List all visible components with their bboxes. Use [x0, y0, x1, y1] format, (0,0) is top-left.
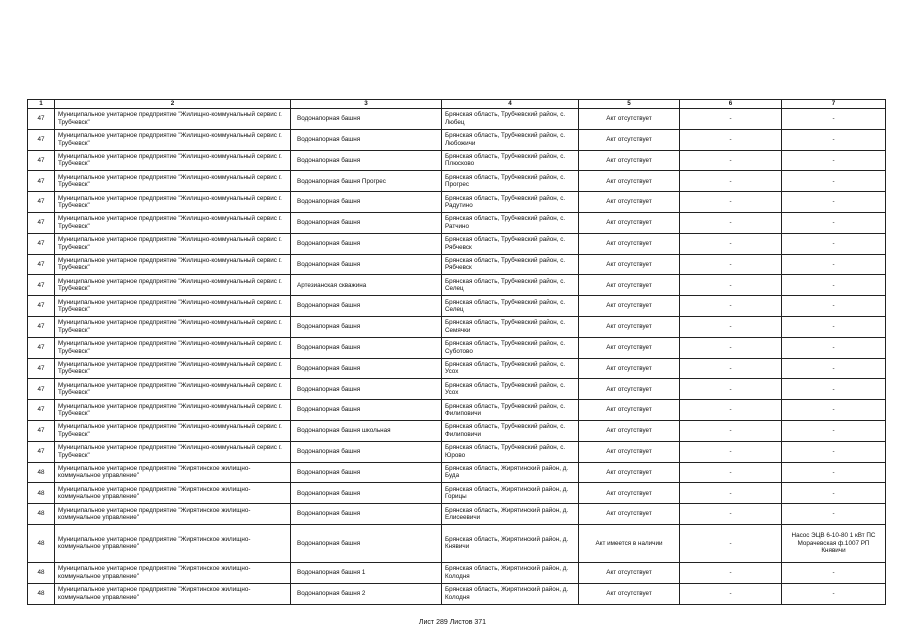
page-counter: Лист 289 Листов 371	[418, 619, 487, 626]
row-number-cell: 47	[28, 192, 55, 213]
row-number-cell: 47	[28, 379, 55, 400]
act-status-cell: Акт отсутствует	[579, 462, 680, 483]
object-cell: Водонапорная башня	[291, 254, 442, 275]
object-cell: Водонапорная башня	[291, 316, 442, 337]
address-cell: Брянская область, Трубчевский район, с. Филиповичи	[442, 400, 579, 421]
object-cell: Водонапорная башня	[291, 337, 442, 358]
object-cell: Артезианская скважина	[291, 275, 442, 296]
header-cell: 5	[579, 100, 680, 109]
row-number-cell: 48	[28, 483, 55, 504]
table-row	[28, 254, 886, 275]
organization-cell: Муниципальное унитарное предприятие "Жилищно-коммунальный сервис г. Трубчевск"	[55, 441, 291, 462]
column-7-cell: -	[782, 129, 886, 150]
row-number-cell: 47	[28, 296, 55, 317]
organization-cell: Муниципальное унитарное предприятие "Жирятинское жилищно-коммунальное управление"	[55, 483, 291, 504]
column-6-cell: -	[680, 171, 782, 192]
row-number-cell: 47	[28, 150, 55, 171]
table-row	[28, 171, 886, 192]
organization-cell: Муниципальное унитарное предприятие "Жилищно-коммунальный сервис г. Трубчевск"	[55, 212, 291, 233]
table-row	[28, 441, 886, 462]
object-cell: Водонапорная башня	[291, 212, 442, 233]
column-6-cell: -	[680, 129, 782, 150]
column-7-cell: -	[782, 420, 886, 441]
header-cell: 6	[680, 100, 782, 109]
act-status-cell: Акт отсутствует	[579, 379, 680, 400]
header-cell: 1	[28, 100, 55, 109]
table-row	[28, 420, 886, 441]
table-row	[28, 129, 886, 150]
object-cell: Водонапорная башня Прогрес	[291, 171, 442, 192]
column-6-cell: -	[680, 400, 782, 421]
row-number-cell: 48	[28, 462, 55, 483]
table-row	[28, 150, 886, 171]
organization-cell: Муниципальное унитарное предприятие "Жилищно-коммунальный сервис г. Трубчевск"	[55, 296, 291, 317]
table-row	[28, 562, 886, 583]
table-row	[28, 462, 886, 483]
address-cell: Брянская область, Трубчевский район, с. Филиповичи	[442, 420, 579, 441]
column-7-cell: -	[782, 275, 886, 296]
table-row	[28, 400, 886, 421]
row-number-cell: 47	[28, 275, 55, 296]
column-6-cell: -	[680, 275, 782, 296]
organization-cell: Муниципальное унитарное предприятие "Жирятинское жилищно-коммунальное управление"	[55, 524, 291, 562]
address-cell: Брянская область, Жирятинский район, д. Елисеевичи	[442, 504, 579, 525]
address-cell: Брянская область, Жирятинский район, д. Буда	[442, 462, 579, 483]
organization-cell: Муниципальное унитарное предприятие "Жилищно-коммунальный сервис г. Трубчевск"	[55, 171, 291, 192]
organization-cell: Муниципальное унитарное предприятие "Жилищно-коммунальный сервис г. Трубчевск"	[55, 358, 291, 379]
column-6-cell: -	[680, 296, 782, 317]
object-cell: Водонапорная башня	[291, 504, 442, 525]
column-6-cell: -	[680, 109, 782, 130]
act-status-cell: Акт отсутствует	[579, 316, 680, 337]
column-7-cell: -	[782, 337, 886, 358]
address-cell: Брянская область, Трубчевский район, с. Любец	[442, 109, 579, 130]
act-status-cell: Акт отсутствует	[579, 400, 680, 421]
column-7-cell: -	[782, 379, 886, 400]
act-status-cell: Акт отсутствует	[579, 171, 680, 192]
object-cell: Водонапорная башня	[291, 233, 442, 254]
address-cell: Брянская область, Трубчевский район, с. Рябчевск	[442, 254, 579, 275]
column-6-cell: -	[680, 562, 782, 583]
act-status-cell: Акт отсутствует	[579, 441, 680, 462]
act-status-cell: Акт отсутствует	[579, 212, 680, 233]
row-number-cell: 47	[28, 420, 55, 441]
act-status-cell: Акт имеется в наличии	[579, 524, 680, 562]
object-cell: Водонапорная башня	[291, 150, 442, 171]
address-cell: Брянская область, Жирятинский район, д. Колодня	[442, 562, 579, 583]
row-number-cell: 47	[28, 212, 55, 233]
column-7-cell: -	[782, 212, 886, 233]
act-status-cell: Акт отсутствует	[579, 192, 680, 213]
organization-cell: Муниципальное унитарное предприятие "Жилищно-коммунальный сервис г. Трубчевск"	[55, 150, 291, 171]
table-row	[28, 337, 886, 358]
address-cell: Брянская область, Трубчевский район, с. Усох	[442, 379, 579, 400]
column-7-cell: -	[782, 192, 886, 213]
column-6-cell: -	[680, 212, 782, 233]
organization-cell: Муниципальное унитарное предприятие "Жилищно-коммунальный сервис г. Трубчевск"	[55, 379, 291, 400]
row-number-cell: 47	[28, 316, 55, 337]
column-7-cell: -	[782, 316, 886, 337]
act-status-cell: Акт отсутствует	[579, 562, 680, 583]
object-cell: Водонапорная башня	[291, 400, 442, 421]
organization-cell: Муниципальное унитарное предприятие "Жилищно-коммунальный сервис г. Трубчевск"	[55, 254, 291, 275]
table-row	[28, 192, 886, 213]
column-6-cell: -	[680, 192, 782, 213]
row-number-cell: 47	[28, 129, 55, 150]
column-6-cell: -	[680, 524, 782, 562]
row-number-cell: 48	[28, 504, 55, 525]
act-status-cell: Акт отсутствует	[579, 129, 680, 150]
object-cell: Водонапорная башня	[291, 483, 442, 504]
column-6-cell: -	[680, 583, 782, 604]
column-6-cell: -	[680, 337, 782, 358]
address-cell: Брянская область, Трубчевский район, с. Суботово	[442, 337, 579, 358]
address-cell: Брянская область, Трубчевский район, с. Селец	[442, 275, 579, 296]
row-number-cell: 48	[28, 524, 55, 562]
address-cell: Брянская область, Трубчевский район, с. Усох	[442, 358, 579, 379]
act-status-cell: Акт отсутствует	[579, 275, 680, 296]
organization-cell: Муниципальное унитарное предприятие "Жирятинское жилищно-коммунальное управление"	[55, 462, 291, 483]
address-cell: Брянская область, Трубчевский район, с. Семячки	[442, 316, 579, 337]
column-7-cell: -	[782, 504, 886, 525]
organization-cell: Муниципальное унитарное предприятие "Жилищно-коммунальный сервис г. Трубчевск"	[55, 337, 291, 358]
address-cell: Брянская область, Трубчевский район, с. Юрово	[442, 441, 579, 462]
table-row	[28, 275, 886, 296]
table-row	[28, 483, 886, 504]
header-cell: 7	[782, 100, 886, 109]
object-cell: Водонапорная башня школьная	[291, 420, 442, 441]
row-number-cell: 47	[28, 441, 55, 462]
column-6-cell: -	[680, 316, 782, 337]
object-cell: Водонапорная башня	[291, 109, 442, 130]
organization-cell: Муниципальное унитарное предприятие "Жилищно-коммунальный сервис г. Трубчевск"	[55, 275, 291, 296]
address-cell: Брянская область, Трубчевский район, с. Ратчино	[442, 212, 579, 233]
organization-cell: Муниципальное унитарное предприятие "Жирятинское жилищно-коммунальное управление"	[55, 562, 291, 583]
act-status-cell: Акт отсутствует	[579, 109, 680, 130]
header-row	[28, 100, 886, 109]
object-cell: Водонапорная башня	[291, 462, 442, 483]
column-7-cell: -	[782, 171, 886, 192]
object-cell: Водонапорная башня	[291, 379, 442, 400]
column-7-cell: -	[782, 233, 886, 254]
data-table	[27, 99, 886, 605]
row-number-cell: 48	[28, 562, 55, 583]
column-6-cell: -	[680, 358, 782, 379]
column-7-cell: -	[782, 150, 886, 171]
organization-cell: Муниципальное унитарное предприятие "Жилищно-коммунальный сервис г. Трубчевск"	[55, 129, 291, 150]
address-cell: Брянская область, Жирятинский район, д. Колодня	[442, 583, 579, 604]
column-6-cell: -	[680, 462, 782, 483]
organization-cell: Муниципальное унитарное предприятие "Жилищно-коммунальный сервис г. Трубчевск"	[55, 233, 291, 254]
organization-cell: Муниципальное унитарное предприятие "Жилищно-коммунальный сервис г. Трубчевск"	[55, 109, 291, 130]
column-7-cell: -	[782, 441, 886, 462]
row-number-cell: 47	[28, 358, 55, 379]
table-row	[28, 233, 886, 254]
object-cell: Водонапорная башня	[291, 358, 442, 379]
column-6-cell: -	[680, 420, 782, 441]
table-row	[28, 524, 886, 562]
column-6-cell: -	[680, 150, 782, 171]
address-cell: Брянская область, Жирятинский район, д. Княвичи	[442, 524, 579, 562]
column-7-cell: -	[782, 109, 886, 130]
object-cell: Водонапорная башня	[291, 129, 442, 150]
column-6-cell: -	[680, 379, 782, 400]
act-status-cell: Акт отсутствует	[579, 296, 680, 317]
row-number-cell: 47	[28, 109, 55, 130]
organization-cell: Муниципальное унитарное предприятие "Жилищно-коммунальный сервис г. Трубчевск"	[55, 420, 291, 441]
table-body	[28, 109, 886, 605]
act-status-cell: Акт отсутствует	[579, 337, 680, 358]
column-6-cell: -	[680, 504, 782, 525]
table-row	[28, 583, 886, 604]
row-number-cell: 47	[28, 233, 55, 254]
row-number-cell: 48	[28, 583, 55, 604]
act-status-cell: Акт отсутствует	[579, 254, 680, 275]
column-7-cell: -	[782, 483, 886, 504]
column-7-cell: -	[782, 462, 886, 483]
document-sheet	[27, 99, 885, 605]
object-cell: Водонапорная башня	[291, 296, 442, 317]
column-7-cell: -	[782, 296, 886, 317]
organization-cell: Муниципальное унитарное предприятие "Жилищно-коммунальный сервис г. Трубчевск"	[55, 316, 291, 337]
table-row	[28, 504, 886, 525]
column-7-cell: -	[782, 254, 886, 275]
object-cell: Водонапорная башня 2	[291, 583, 442, 604]
header-cell: 4	[442, 100, 579, 109]
organization-cell: Муниципальное унитарное предприятие "Жирятинское жилищно-коммунальное управление"	[55, 583, 291, 604]
row-number-cell: 47	[28, 254, 55, 275]
object-cell: Водонапорная башня 1	[291, 562, 442, 583]
organization-cell: Муниципальное унитарное предприятие "Жилищно-коммунальный сервис г. Трубчевск"	[55, 400, 291, 421]
act-status-cell: Акт отсутствует	[579, 483, 680, 504]
column-7-cell: Насос ЭЦВ 6-10-80 1 кВт ПС Морачевская ф.1007 РП Княвичи	[782, 524, 886, 562]
row-number-cell: 47	[28, 171, 55, 192]
column-7-cell: -	[782, 400, 886, 421]
table-row	[28, 109, 886, 130]
table-row	[28, 379, 886, 400]
row-number-cell: 47	[28, 400, 55, 421]
act-status-cell: Акт отсутствует	[579, 358, 680, 379]
organization-cell: Муниципальное унитарное предприятие "Жирятинское жилищно-коммунальное управление"	[55, 504, 291, 525]
column-7-cell: -	[782, 358, 886, 379]
table-row	[28, 212, 886, 233]
header-cell: 2	[55, 100, 291, 109]
header-cell: 3	[291, 100, 442, 109]
column-6-cell: -	[680, 483, 782, 504]
column-6-cell: -	[680, 233, 782, 254]
column-6-cell: -	[680, 254, 782, 275]
act-status-cell: Акт отсутствует	[579, 150, 680, 171]
table-row	[28, 358, 886, 379]
organization-cell: Муниципальное унитарное предприятие "Жилищно-коммунальный сервис г. Трубчевск"	[55, 192, 291, 213]
address-cell: Брянская область, Трубчевский район, с. Плюсково	[442, 150, 579, 171]
act-status-cell: Акт отсутствует	[579, 233, 680, 254]
row-number-cell: 47	[28, 337, 55, 358]
address-cell: Брянская область, Трубчевский район, с. Любожичи	[442, 129, 579, 150]
address-cell: Брянская область, Жирятинский район, д. Горицы	[442, 483, 579, 504]
address-cell: Брянская область, Трубчевский район, с. Прогрес	[442, 171, 579, 192]
act-status-cell: Акт отсутствует	[579, 583, 680, 604]
object-cell: Водонапорная башня	[291, 192, 442, 213]
column-7-cell: -	[782, 562, 886, 583]
object-cell: Водонапорная башня	[291, 524, 442, 562]
table-row	[28, 296, 886, 317]
object-cell: Водонапорная башня	[291, 441, 442, 462]
column-6-cell: -	[680, 441, 782, 462]
act-status-cell: Акт отсутствует	[579, 420, 680, 441]
act-status-cell: Акт отсутствует	[579, 504, 680, 525]
address-cell: Брянская область, Трубчевский район, с. Рябчевск	[442, 233, 579, 254]
column-7-cell: -	[782, 583, 886, 604]
address-cell: Брянская область, Трубчевский район, с. Селец	[442, 296, 579, 317]
table-row	[28, 316, 886, 337]
address-cell: Брянская область, Трубчевский район, с. Радутино	[442, 192, 579, 213]
